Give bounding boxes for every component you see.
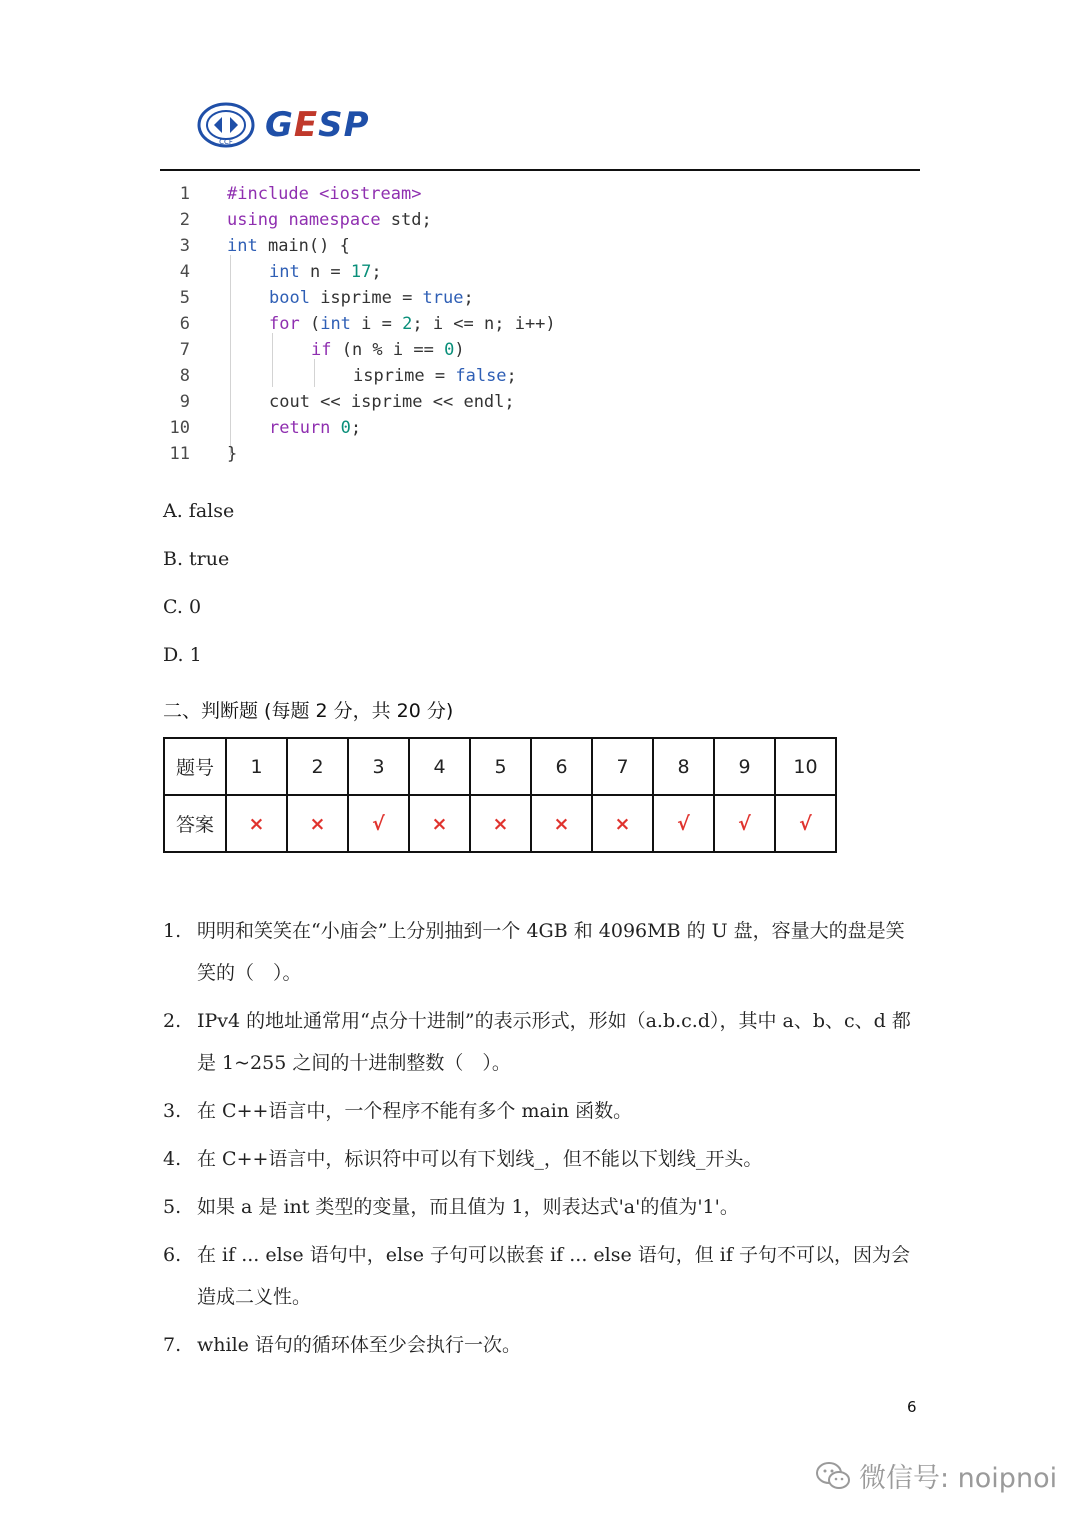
- answer-mark-cell: ×: [592, 795, 653, 852]
- answer-options: [163, 496, 234, 688]
- list-item: [163, 1324, 923, 1366]
- ccf-seal-icon: [197, 102, 255, 148]
- option-d: D. 1: [163, 644, 202, 666]
- code-line: 5 bool isprime = true;: [179, 288, 474, 308]
- code-line: 4 int n = 17;: [179, 262, 382, 282]
- wechat-icon: [815, 1461, 851, 1491]
- table-header-cell: 答案: [164, 795, 226, 852]
- question-text: 如果 a 是 int 类型的变量，而且值为 1，则表达式'a'的值为'1'。: [197, 1196, 739, 1218]
- list-item: [163, 910, 923, 994]
- wechat-watermark: [815, 1456, 1057, 1495]
- question-text: while 语句的循环体至少会执行一次。: [197, 1334, 521, 1356]
- code-line: 8 isprime = false;: [179, 366, 517, 386]
- answer-mark-cell: √: [775, 795, 836, 852]
- answer-mark-cell: ×: [470, 795, 531, 852]
- question-text: 在 C++语言中，标识符中可以有下划线_，但不能以下划线_开头。: [197, 1148, 763, 1170]
- code-line: 2 using namespace std;: [179, 210, 432, 230]
- question-text: 明明和笑笑在“小庙会”上分别抽到一个 4GB 和 4096MB 的 U 盘，容量大的盘是笑笑的（ ）。: [197, 920, 905, 984]
- list-item: [163, 1090, 923, 1132]
- code-line: 3 int main() {: [179, 236, 350, 256]
- answer-table: [163, 737, 837, 853]
- answer-mark-cell: ×: [226, 795, 287, 852]
- question-text: 在 if ... else 语句中，else 子句可以嵌套 if ... else 语句，但 if 子句不可以，因为会造成二义性。: [197, 1244, 910, 1308]
- question-number: 3.: [163, 1100, 182, 1122]
- code-line: 1 #include <iostream>: [179, 184, 422, 204]
- question-number: 7.: [163, 1334, 182, 1356]
- question-number-cell: 9: [714, 738, 775, 795]
- table-header-cell: 题号: [164, 738, 226, 795]
- question-number-cell: 1: [226, 738, 287, 795]
- question-number: 4.: [163, 1148, 182, 1170]
- question-number: 6.: [163, 1244, 182, 1266]
- list-item: [163, 1234, 923, 1318]
- option-a: A. false: [163, 500, 235, 522]
- question-number-cell: 10: [775, 738, 836, 795]
- question-number-cell: 6: [531, 738, 592, 795]
- code-line: 11 }: [169, 444, 238, 464]
- table-row: [164, 795, 836, 852]
- list-item: [163, 1186, 923, 1228]
- question-number-cell: 8: [653, 738, 714, 795]
- watermark-text: 微信号: noipnoi: [859, 1463, 1058, 1494]
- gesp-logo: [197, 102, 370, 148]
- option-c: C. 0: [163, 596, 202, 618]
- header-rule: [160, 169, 920, 171]
- question-number-cell: 3: [348, 738, 409, 795]
- answer-mark-cell: √: [653, 795, 714, 852]
- code-line: 10 return 0;: [169, 418, 362, 438]
- option-b: B. true: [163, 548, 230, 570]
- answer-mark-cell: ×: [409, 795, 470, 852]
- section-title: 二、判断题 (每题 2 分，共 20 分): [163, 700, 454, 722]
- list-item: [163, 1000, 923, 1084]
- list-item: [163, 1138, 923, 1180]
- question-list: [163, 910, 923, 1372]
- svg-text:CCF: CCF: [219, 138, 233, 146]
- question-number-cell: 7: [592, 738, 653, 795]
- code-block: [160, 181, 680, 467]
- answer-mark-cell: ×: [287, 795, 348, 852]
- code-line: 6 for (int i = 2; i <= n; i++): [179, 314, 556, 334]
- question-number: 5.: [163, 1196, 182, 1218]
- table-row: [164, 738, 836, 795]
- answer-mark-cell: ×: [531, 795, 592, 852]
- question-number: 2.: [163, 1010, 182, 1032]
- gesp-wordmark: GESP: [265, 105, 370, 145]
- question-text: 在 C++语言中，一个程序不能有多个 main 函数。: [197, 1100, 633, 1122]
- answer-mark-cell: √: [714, 795, 775, 852]
- answer-mark-cell: √: [348, 795, 409, 852]
- question-number-cell: 2: [287, 738, 348, 795]
- question-text: IPv4 的地址通常用“点分十进制”的表示形式，形如（a.b.c.d），其中 a、b、c、d 都是 1~255 之间的十进制整数（ ）。: [197, 1010, 911, 1074]
- code-line: 9 cout << isprime << endl;: [179, 392, 515, 412]
- page-number: 6: [907, 1398, 917, 1416]
- question-number-cell: 4: [409, 738, 470, 795]
- question-number: 1.: [163, 920, 182, 942]
- question-number-cell: 5: [470, 738, 531, 795]
- code-line: 7 if (n % i == 0): [179, 340, 465, 360]
